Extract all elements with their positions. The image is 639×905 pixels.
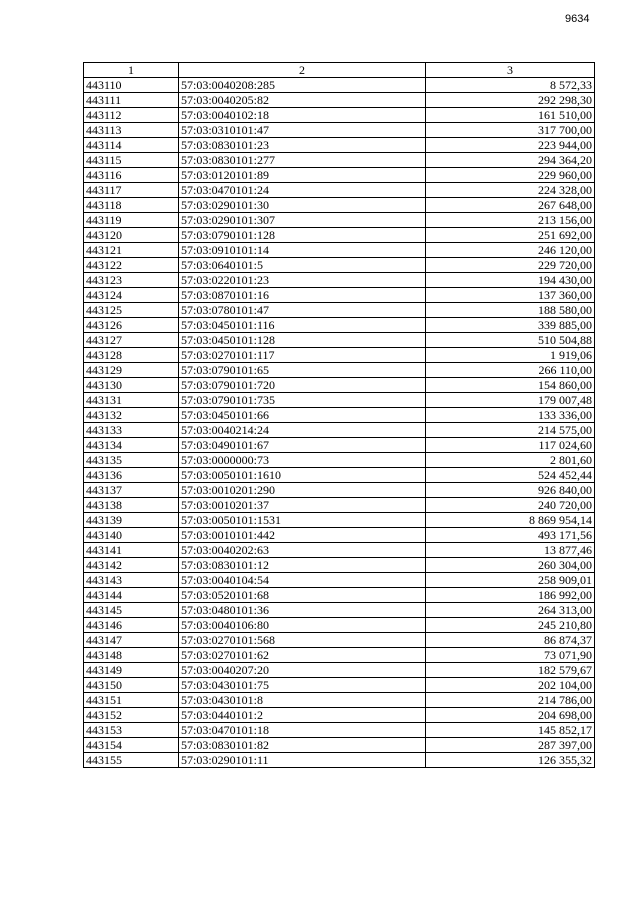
value-cell: 214 786,00: [426, 693, 595, 708]
row-id-cell: 443142: [84, 558, 179, 573]
column-header-3: 3: [426, 63, 595, 78]
cadastral-number-cell: 57:03:0220101:23: [179, 273, 426, 288]
value-cell: 73 071,90: [426, 648, 595, 663]
table-row: [84, 513, 595, 528]
cadastral-number-cell: 57:03:0040202:63: [179, 543, 426, 558]
column-header-2: 2: [179, 63, 426, 78]
row-id-cell: 443136: [84, 468, 179, 483]
row-id-cell: 443122: [84, 258, 179, 273]
table-row: [84, 258, 595, 273]
value-cell: 2 801,60: [426, 453, 595, 468]
value-cell: 213 156,00: [426, 213, 595, 228]
cadastral-number-cell: 57:03:0790101:720: [179, 378, 426, 393]
cadastral-number-cell: 57:03:0830101:82: [179, 738, 426, 753]
cadastral-number-cell: 57:03:0050101:1610: [179, 468, 426, 483]
table-row: [84, 483, 595, 498]
cadastral-number-cell: 57:03:0440101:2: [179, 708, 426, 723]
row-id-cell: 443147: [84, 633, 179, 648]
value-cell: 186 992,00: [426, 588, 595, 603]
cadastral-number-cell: 57:03:0450101:116: [179, 318, 426, 333]
table-row: [84, 558, 595, 573]
table-row: [84, 528, 595, 543]
cadastral-number-cell: 57:03:0040106:80: [179, 618, 426, 633]
row-id-cell: 443121: [84, 243, 179, 258]
table-row: [84, 318, 595, 333]
value-cell: 224 328,00: [426, 183, 595, 198]
table-row: [84, 438, 595, 453]
cadastral-number-cell: 57:03:0310101:47: [179, 123, 426, 138]
cadastral-number-cell: 57:03:0430101:75: [179, 678, 426, 693]
table-row: [84, 453, 595, 468]
table-row: [84, 588, 595, 603]
table-row: [84, 393, 595, 408]
row-id-cell: 443140: [84, 528, 179, 543]
cadastral-number-cell: 57:03:0040205:82: [179, 93, 426, 108]
row-id-cell: 443115: [84, 153, 179, 168]
table-row: [84, 93, 595, 108]
value-cell: 339 885,00: [426, 318, 595, 333]
table-row: [84, 153, 595, 168]
cadastral-number-cell: 57:03:0270101:117: [179, 348, 426, 363]
row-id-cell: 443129: [84, 363, 179, 378]
table-body: [84, 78, 595, 768]
table-row: [84, 423, 595, 438]
row-id-cell: 443116: [84, 168, 179, 183]
cadastral-number-cell: 57:03:0830101:23: [179, 138, 426, 153]
value-cell: 214 575,00: [426, 423, 595, 438]
table-row: [84, 198, 595, 213]
cadastral-number-cell: 57:03:0010201:290: [179, 483, 426, 498]
value-cell: 260 304,00: [426, 558, 595, 573]
row-id-cell: 443135: [84, 453, 179, 468]
row-id-cell: 443124: [84, 288, 179, 303]
cadastral-number-cell: 57:03:0790101:735: [179, 393, 426, 408]
row-id-cell: 443123: [84, 273, 179, 288]
value-cell: 240 720,00: [426, 498, 595, 513]
value-cell: 13 877,46: [426, 543, 595, 558]
value-cell: 188 580,00: [426, 303, 595, 318]
table-row: [84, 78, 595, 93]
table-row: [84, 468, 595, 483]
row-id-cell: 443127: [84, 333, 179, 348]
cadastral-number-cell: 57:03:0790101:128: [179, 228, 426, 243]
row-id-cell: 443120: [84, 228, 179, 243]
value-cell: 182 579,67: [426, 663, 595, 678]
table-row: [84, 633, 595, 648]
table-row: [84, 573, 595, 588]
column-header-1: 1: [84, 63, 179, 78]
row-id-cell: 443150: [84, 678, 179, 693]
cadastral-number-cell: 57:03:0490101:67: [179, 438, 426, 453]
value-cell: 133 336,00: [426, 408, 595, 423]
table-row: [84, 663, 595, 678]
row-id-cell: 443151: [84, 693, 179, 708]
table-row: [84, 543, 595, 558]
row-id-cell: 443130: [84, 378, 179, 393]
value-cell: 194 430,00: [426, 273, 595, 288]
cadastral-number-cell: 57:03:0470101:18: [179, 723, 426, 738]
table-row: [84, 678, 595, 693]
row-id-cell: 443143: [84, 573, 179, 588]
cadastral-number-cell: 57:03:0040214:24: [179, 423, 426, 438]
cadastral-number-cell: 57:03:0010101:442: [179, 528, 426, 543]
value-cell: 267 648,00: [426, 198, 595, 213]
value-cell: 8 572,33: [426, 78, 595, 93]
row-id-cell: 443138: [84, 498, 179, 513]
row-id-cell: 443125: [84, 303, 179, 318]
cadastral-number-cell: 57:03:0010201:37: [179, 498, 426, 513]
cadastral-number-cell: 57:03:0270101:568: [179, 633, 426, 648]
row-id-cell: 443146: [84, 618, 179, 633]
table-row: [84, 228, 595, 243]
value-cell: 524 452,44: [426, 468, 595, 483]
registry-table: [83, 62, 595, 768]
value-cell: 154 860,00: [426, 378, 595, 393]
value-cell: 179 007,48: [426, 393, 595, 408]
value-cell: 264 313,00: [426, 603, 595, 618]
cadastral-number-cell: 57:03:0290101:30: [179, 198, 426, 213]
value-cell: 266 110,00: [426, 363, 595, 378]
value-cell: 137 360,00: [426, 288, 595, 303]
value-cell: 493 171,56: [426, 528, 595, 543]
row-id-cell: 443141: [84, 543, 179, 558]
value-cell: 317 700,00: [426, 123, 595, 138]
value-cell: 246 120,00: [426, 243, 595, 258]
row-id-cell: 443153: [84, 723, 179, 738]
cadastral-number-cell: 57:03:0910101:14: [179, 243, 426, 258]
table-row: [84, 708, 595, 723]
value-cell: 294 364,20: [426, 153, 595, 168]
row-id-cell: 443144: [84, 588, 179, 603]
table-row: [84, 738, 595, 753]
value-cell: 287 397,00: [426, 738, 595, 753]
cadastral-number-cell: 57:03:0050101:1531: [179, 513, 426, 528]
row-id-cell: 443137: [84, 483, 179, 498]
row-id-cell: 443126: [84, 318, 179, 333]
table-row: [84, 723, 595, 738]
cadastral-number-cell: 57:03:0780101:47: [179, 303, 426, 318]
row-id-cell: 443134: [84, 438, 179, 453]
row-id-cell: 443149: [84, 663, 179, 678]
table-row: [84, 693, 595, 708]
table-header: [84, 63, 595, 78]
table-row: [84, 273, 595, 288]
table-row: [84, 108, 595, 123]
value-cell: 145 852,17: [426, 723, 595, 738]
row-id-cell: 443148: [84, 648, 179, 663]
table-row: [84, 288, 595, 303]
row-id-cell: 443113: [84, 123, 179, 138]
table-row: [84, 408, 595, 423]
row-id-cell: 443110: [84, 78, 179, 93]
cadastral-number-cell: 57:03:0120101:89: [179, 168, 426, 183]
row-id-cell: 443155: [84, 753, 179, 768]
table-row: [84, 138, 595, 153]
cadastral-number-cell: 57:03:0640101:5: [179, 258, 426, 273]
row-id-cell: 443119: [84, 213, 179, 228]
row-id-cell: 443128: [84, 348, 179, 363]
cadastral-number-cell: 57:03:0830101:277: [179, 153, 426, 168]
cadastral-number-cell: 57:03:0480101:36: [179, 603, 426, 618]
row-id-cell: 443114: [84, 138, 179, 153]
cadastral-number-cell: 57:03:0790101:65: [179, 363, 426, 378]
table-row: [84, 603, 595, 618]
value-cell: 202 104,00: [426, 678, 595, 693]
value-cell: 1 919,06: [426, 348, 595, 363]
value-cell: 926 840,00: [426, 483, 595, 498]
header-row: [84, 63, 595, 78]
value-cell: 204 698,00: [426, 708, 595, 723]
row-id-cell: 443117: [84, 183, 179, 198]
table-row: [84, 168, 595, 183]
table-row: [84, 303, 595, 318]
table-row: [84, 618, 595, 633]
table-row: [84, 498, 595, 513]
cadastral-number-cell: 57:03:0830101:12: [179, 558, 426, 573]
value-cell: 229 720,00: [426, 258, 595, 273]
cadastral-number-cell: 57:03:0000000:73: [179, 453, 426, 468]
cadastral-number-cell: 57:03:0040104:54: [179, 573, 426, 588]
row-id-cell: 443133: [84, 423, 179, 438]
cadastral-number-cell: 57:03:0450101:128: [179, 333, 426, 348]
cadastral-number-cell: 57:03:0270101:62: [179, 648, 426, 663]
cadastral-number-cell: 57:03:0870101:16: [179, 288, 426, 303]
cadastral-number-cell: 57:03:0470101:24: [179, 183, 426, 198]
cadastral-number-cell: 57:03:0520101:68: [179, 588, 426, 603]
cadastral-number-cell: 57:03:0040102:18: [179, 108, 426, 123]
cadastral-number-cell: 57:03:0450101:66: [179, 408, 426, 423]
value-cell: 245 210,80: [426, 618, 595, 633]
row-id-cell: 443139: [84, 513, 179, 528]
value-cell: 117 024,60: [426, 438, 595, 453]
table-row: [84, 183, 595, 198]
table-row: [84, 378, 595, 393]
table-row: [84, 363, 595, 378]
row-id-cell: 443111: [84, 93, 179, 108]
cadastral-number-cell: 57:03:0040207:20: [179, 663, 426, 678]
table-row: [84, 648, 595, 663]
table-row: [84, 213, 595, 228]
row-id-cell: 443132: [84, 408, 179, 423]
value-cell: 223 944,00: [426, 138, 595, 153]
table-row: [84, 333, 595, 348]
cadastral-number-cell: 57:03:0290101:307: [179, 213, 426, 228]
row-id-cell: 443145: [84, 603, 179, 618]
row-id-cell: 443131: [84, 393, 179, 408]
row-id-cell: 443112: [84, 108, 179, 123]
value-cell: 126 355,32: [426, 753, 595, 768]
value-cell: 86 874,37: [426, 633, 595, 648]
page-number: 9634: [565, 13, 590, 25]
cadastral-number-cell: 57:03:0430101:8: [179, 693, 426, 708]
table-row: [84, 243, 595, 258]
value-cell: 8 869 954,14: [426, 513, 595, 528]
value-cell: 161 510,00: [426, 108, 595, 123]
value-cell: 251 692,00: [426, 228, 595, 243]
table-row: [84, 348, 595, 363]
value-cell: 510 504,88: [426, 333, 595, 348]
row-id-cell: 443118: [84, 198, 179, 213]
table-row: [84, 753, 595, 768]
row-id-cell: 443154: [84, 738, 179, 753]
value-cell: 258 909,01: [426, 573, 595, 588]
table-row: [84, 123, 595, 138]
cadastral-number-cell: 57:03:0040208:285: [179, 78, 426, 93]
cadastral-number-cell: 57:03:0290101:11: [179, 753, 426, 768]
value-cell: 292 298,30: [426, 93, 595, 108]
row-id-cell: 443152: [84, 708, 179, 723]
value-cell: 229 960,00: [426, 168, 595, 183]
